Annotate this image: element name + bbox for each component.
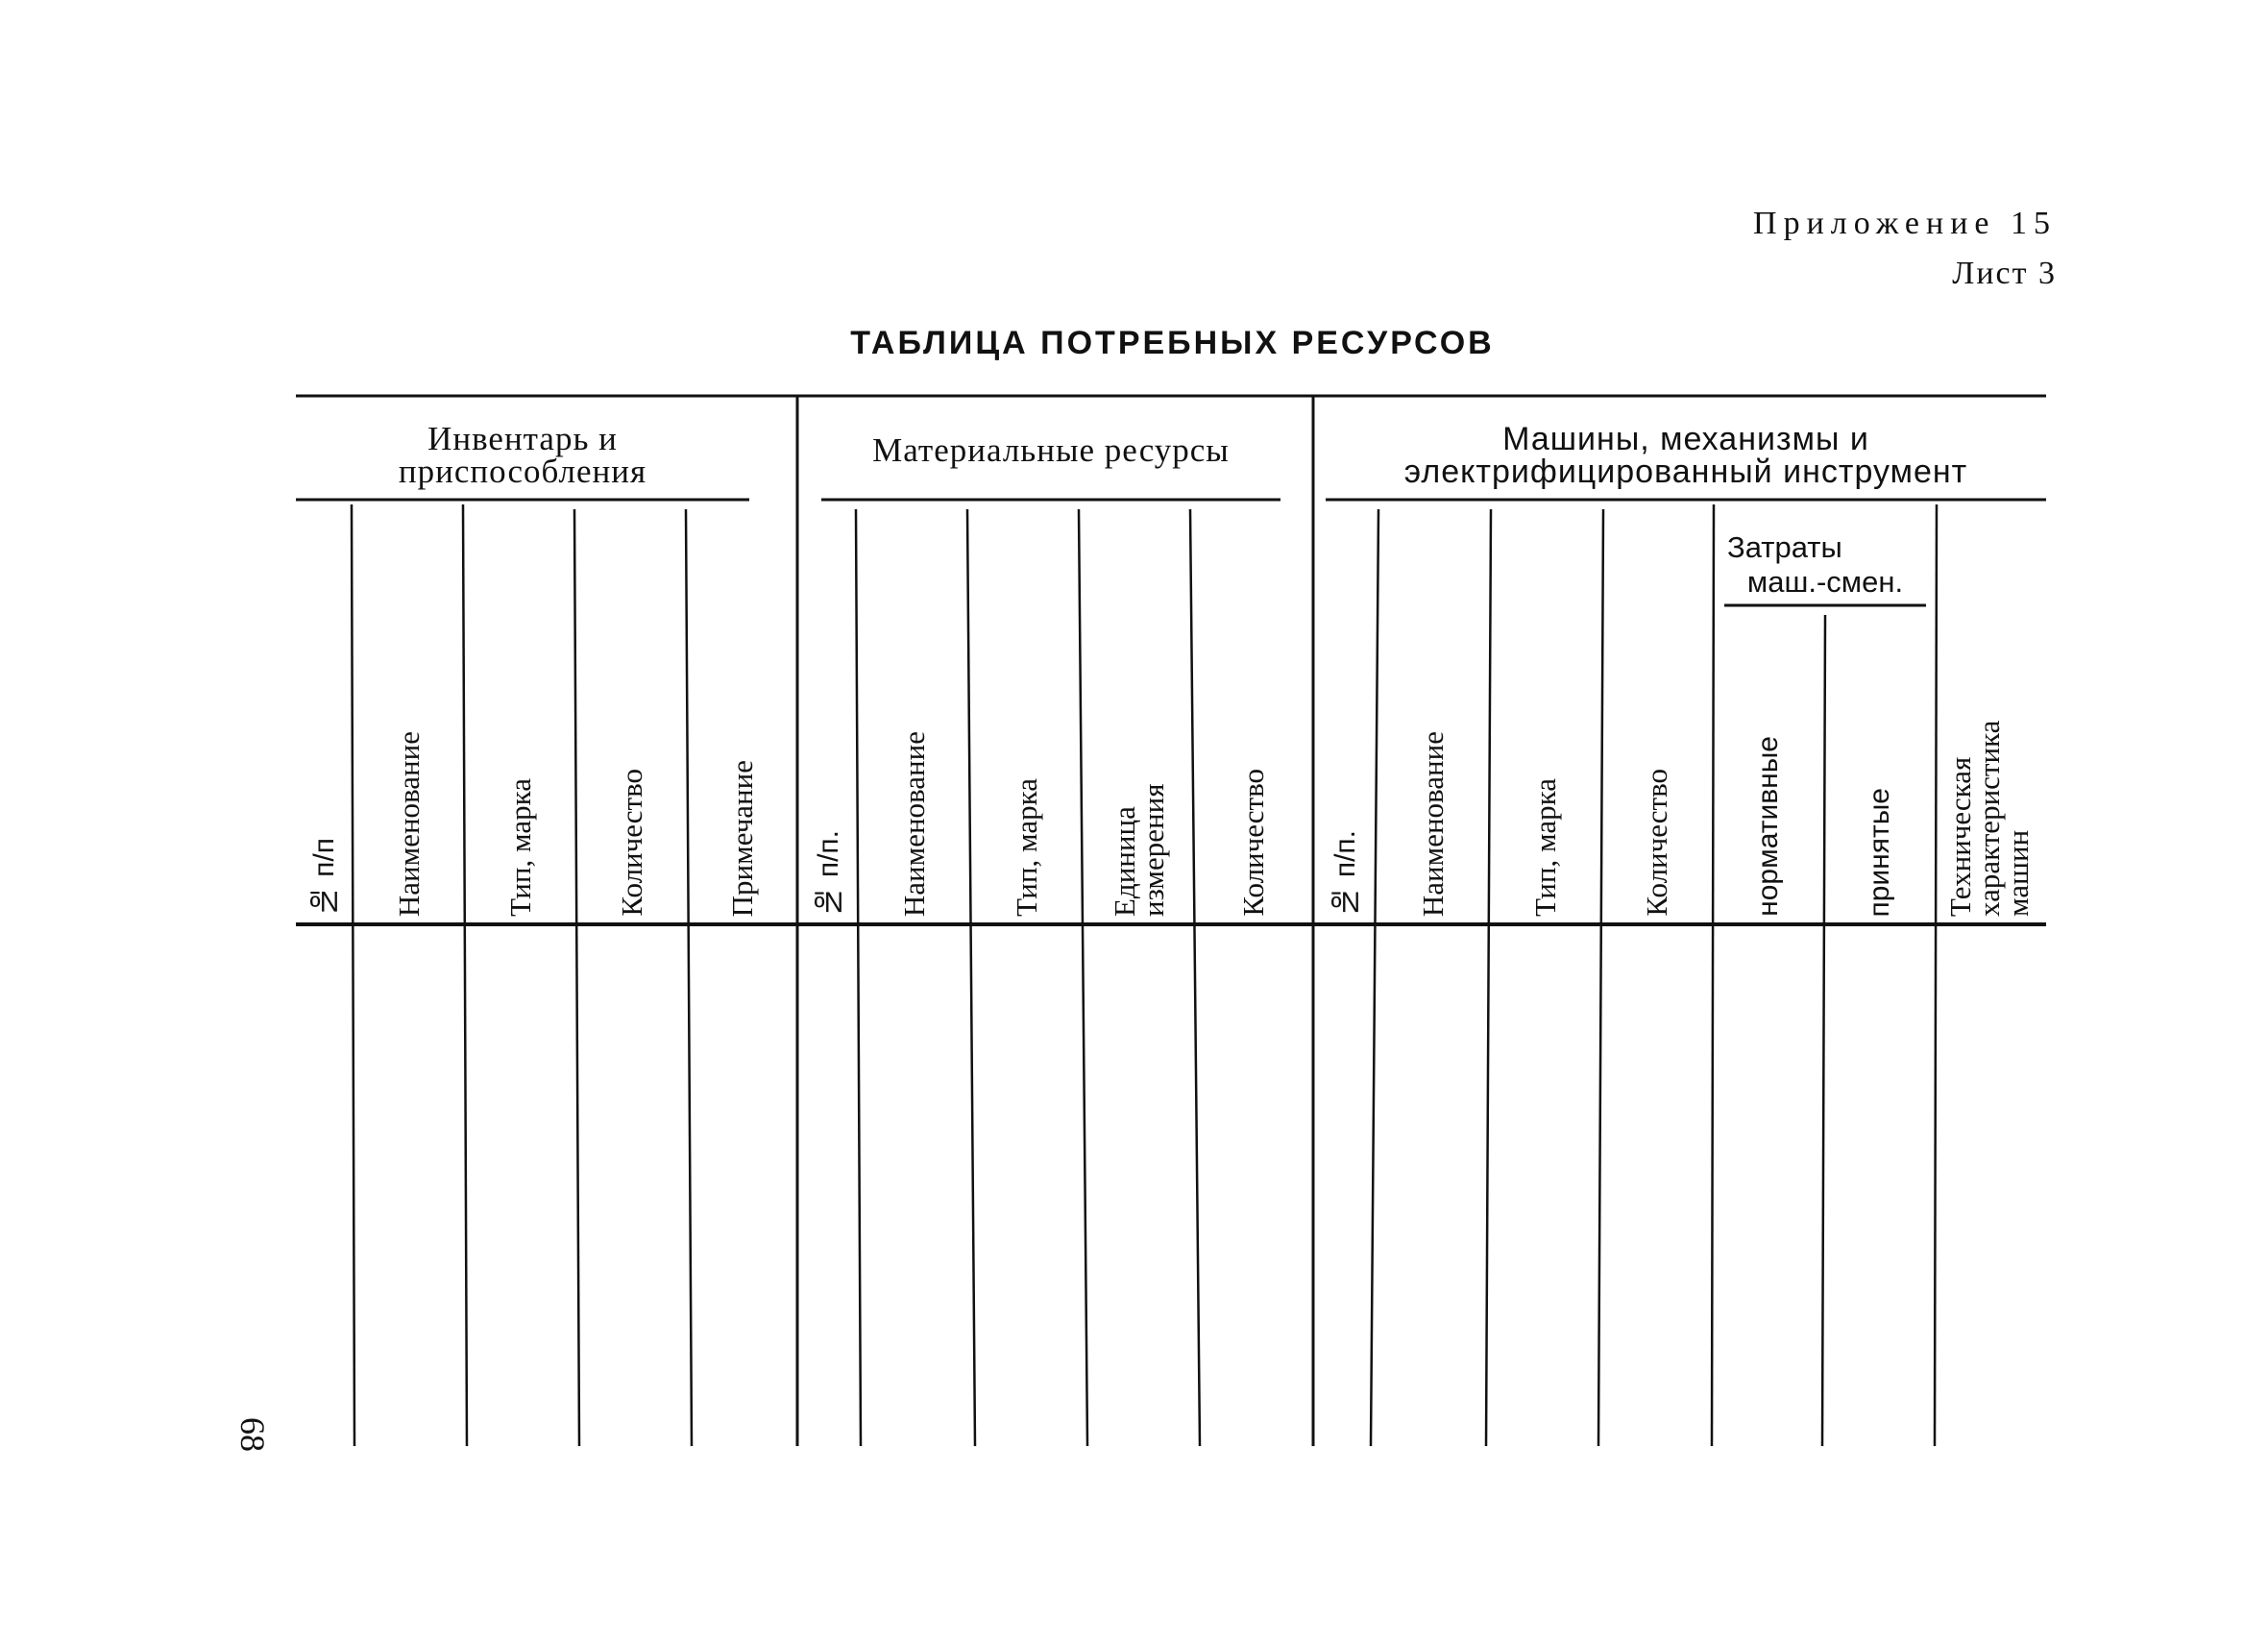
column-label: Наименование (897, 730, 931, 917)
group-header-machines (1326, 423, 2046, 488)
column-header (1195, 509, 1312, 922)
column-label: принятые (1864, 787, 1895, 917)
column-header (465, 509, 576, 922)
group-header-inventory (296, 420, 749, 490)
column-header (1315, 509, 1377, 922)
column-header (1084, 509, 1195, 922)
column-label: Тип, марка (503, 778, 537, 917)
column-label: Тип, марка (1527, 778, 1562, 917)
column-header (688, 509, 797, 922)
subgroup-title-line: маш.-смен. (1746, 565, 1904, 599)
group-header-materials (821, 431, 1280, 469)
appendix-label: Приложение 15 (1753, 206, 2057, 241)
column-header (354, 509, 465, 922)
column-header (1824, 615, 1936, 922)
column-label: № п/п. (813, 829, 844, 917)
column-label: Количество (1236, 769, 1270, 917)
column-label: Примечание (725, 759, 759, 917)
column-header (1713, 615, 1824, 922)
column-header (296, 509, 354, 922)
table-title: ТАБЛИЦА ПОТРЕБНЫХ РЕСУРСОВ (850, 325, 1495, 361)
column-label: № п/п (308, 837, 340, 917)
column-header (1936, 509, 2043, 922)
column-header (970, 509, 1084, 922)
column-label: Тип, марка (1010, 778, 1043, 917)
column-label: Количество (1640, 769, 1673, 917)
column-header (859, 509, 970, 922)
column-header (1489, 509, 1601, 922)
column-label: нормативные (1752, 736, 1784, 917)
group-title-line: Материальные ресурсы (872, 431, 1230, 469)
page-number: 68 (233, 1417, 272, 1452)
column-label: № п/п. (1329, 829, 1361, 917)
subgroup-header-costs (1719, 530, 1931, 600)
column-header (576, 509, 688, 922)
group-title-line: электрифицированный инструмент (1403, 454, 1968, 490)
column-header (799, 509, 859, 922)
column-label: Наименование (392, 730, 426, 917)
subgroup-title-line: Затраты (1727, 530, 1842, 564)
column-label: Количество (615, 769, 648, 917)
column-header (1601, 509, 1713, 922)
column-label: Техническая характеристика машин (1943, 720, 2035, 917)
column-label: Наименование (1415, 730, 1450, 917)
group-title-line: Инвентарь и (427, 420, 618, 457)
group-title-line: Машины, механизмы и (1502, 421, 1869, 457)
sheet-label: Лист 3 (1952, 256, 2057, 291)
column-label: Единица измерения (1108, 783, 1170, 917)
column-header (1377, 509, 1489, 922)
group-title-line: приспособления (398, 453, 647, 490)
